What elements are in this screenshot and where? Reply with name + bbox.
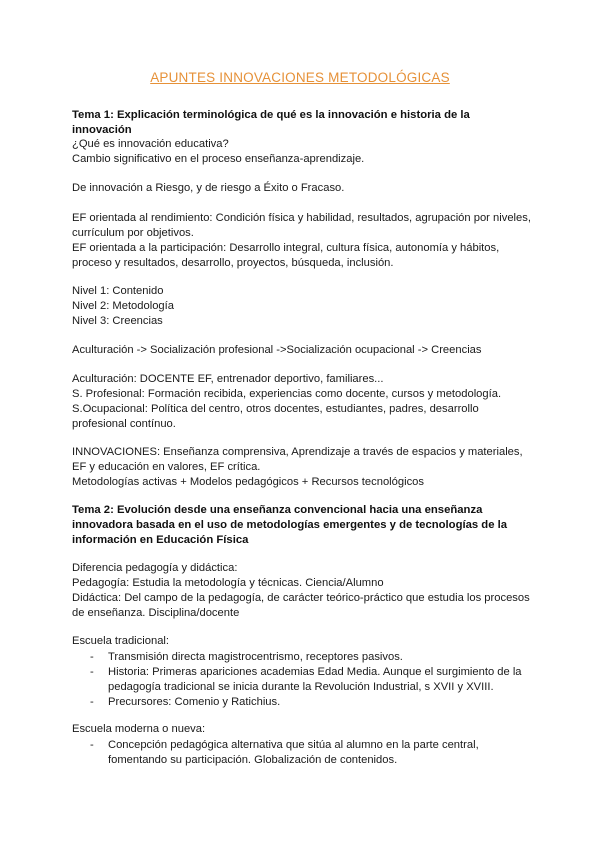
riesgo-paragraph [72, 181, 532, 196]
tema2-heading [72, 503, 532, 548]
document-title: APUNTES INNOVACIONES METODOLÓGICAS [150, 70, 450, 85]
niveles-paragraph [72, 284, 532, 329]
list-item [72, 738, 532, 768]
list-item-line: Historia: Primeras apariciones academias Edad Media. Aunque el surgimiento de la [108, 666, 522, 678]
ef-rendimiento-line-2: currículum por objetivos. [72, 227, 194, 239]
list-item-line: fomentando su participación. Globalización de contenidos. [108, 754, 398, 766]
nivel-2: Nivel 2: Metodología [72, 300, 174, 312]
pedagogia-line: Pedagogía: Estudia la metodología y técnicas. Ciencia/Alumno [72, 577, 384, 589]
escuela-tradicional-heading [72, 634, 532, 649]
dash-bullet: - [90, 739, 94, 751]
ef-participacion-line-1: EF orientada a la participación: Desarrollo integral, cultura física, autonomía y hábitos, [72, 242, 500, 254]
list-item-line: Precursores: Comenio y Ratichius. [108, 696, 281, 708]
ef-paragraph [72, 211, 532, 271]
tema1-heading: Tema 1: Explicación terminológica de qué es la innovación e historia de la innovación [72, 109, 470, 136]
aculturacion-def: Aculturación: DOCENTE EF, entrenador deportivo, familiares... [72, 373, 384, 385]
tema2-heading-line-1: Tema 2: Evolución desde una enseñanza convencional hacia una enseñanza [72, 504, 483, 516]
socializacion-paragraph [72, 372, 532, 432]
aculturacion-chain [72, 343, 532, 358]
ef-participacion-line-2: proceso y resultados, desarrollo, proyectos, búsqueda, inclusión. [72, 257, 394, 269]
innovacion-question [72, 137, 532, 167]
tema2-heading-line-3: información en Educación Física [72, 534, 249, 546]
aculturacion-chain-line: Aculturación -> Socialización profesional ->Socialización ocupacional -> Creencias [72, 344, 482, 356]
tema2-heading-line-2: innovadora basada en el uso de metodologías emergentes y de tecnologías de la [72, 519, 508, 531]
s-profesional: S. Profesional: Formación recibida, experiencias como docente, cursos y metodología. [72, 388, 502, 400]
nivel-3: Nivel 3: Creencias [72, 315, 163, 327]
escuela-moderna-list [72, 738, 532, 768]
riesgo-line: De innovación a Riesgo, y de riesgo a Éxito o Fracaso. [72, 182, 345, 194]
dash-bullet: - [90, 696, 94, 708]
list-item-line: pedagogía tradicional se inicia durante la Revolución Industrial, s XVII y XVIII. [108, 681, 494, 693]
s-ocupacional-line-2: profesional contínuo. [72, 418, 176, 430]
list-item-line: Transmisión directa magistrocentrismo, receptores pasivos. [108, 651, 403, 663]
escuela-moderna-label: Escuela moderna o nueva: [72, 723, 206, 735]
ef-rendimiento-line-1: EF orientada al rendimiento: Condición física y habilidad, resultados, agrupación por niveles, [72, 212, 531, 224]
didactica-line-1: Didáctica: Del campo de la pedagogía, de carácter teórico-práctico que estudia los procesos [72, 592, 530, 604]
list-item [72, 695, 532, 710]
list-item-line: Concepción pedagógica alternativa que sitúa al alumno en la parte central, [108, 739, 479, 751]
escuela-tradicional-label: Escuela tradicional: [72, 635, 170, 647]
nivel-1: Nivel 1: Contenido [72, 285, 164, 297]
answer-line: Cambio significativo en el proceso enseñanza-aprendizaje. [72, 153, 365, 165]
innovaciones-line-3: Metodologías activas + Modelos pedagógicos + Recursos tecnológicos [72, 476, 424, 488]
innovaciones-line-2: EF y educación en valores, EF crítica. [72, 461, 261, 473]
escuela-moderna-heading [72, 722, 532, 737]
didactica-line-2: de enseñanza. Disciplina/docente [72, 607, 240, 619]
question-line: ¿Qué es innovación educativa? [72, 138, 229, 150]
escuela-tradicional-list [72, 650, 532, 710]
innovaciones-line-1: INNOVACIONES: Enseñanza comprensiva, Aprendizaje a través de espacios y materiales, [72, 446, 523, 458]
dash-bullet: - [90, 666, 94, 678]
innovaciones-paragraph [72, 445, 532, 490]
dash-bullet: - [90, 651, 94, 663]
list-item [72, 650, 532, 665]
diferencia-line: Diferencia pedagogía y didáctica: [72, 562, 238, 574]
list-item [72, 665, 532, 695]
s-ocupacional-line-1: S.Ocupacional: Política del centro, otros docentes, estudiantes, padres, desarrollo [72, 403, 479, 415]
pedagogia-didactica-paragraph [72, 561, 532, 621]
